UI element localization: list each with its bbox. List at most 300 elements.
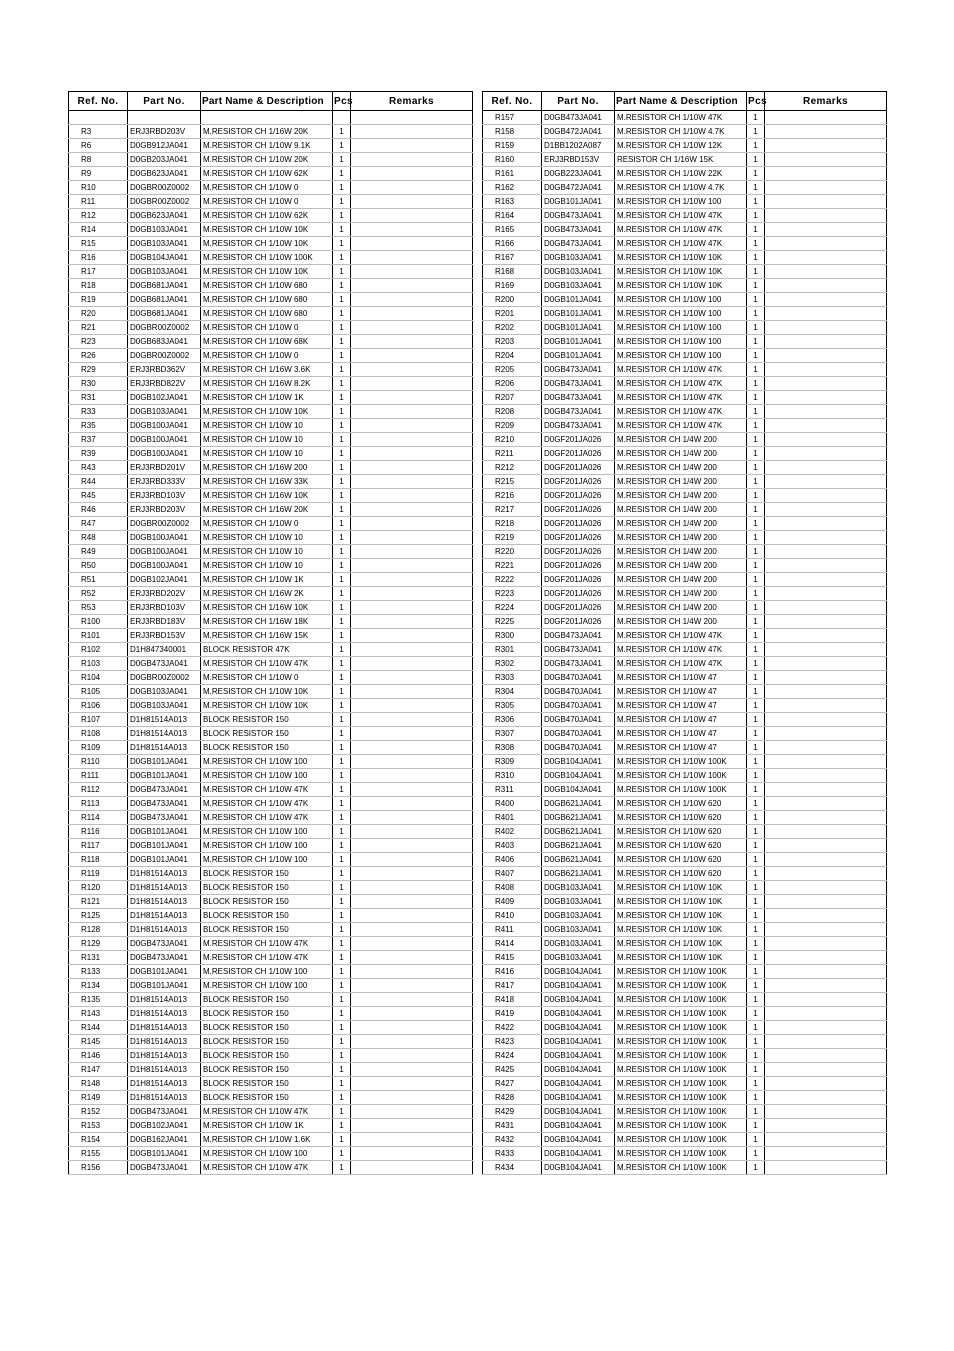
- part-no-cell: D0GB621JA041: [542, 853, 615, 867]
- description-cell: BLOCK RESISTOR 150: [201, 909, 333, 923]
- ref-no-cell: R401: [483, 811, 542, 825]
- description-cell: M.RESISTOR CH 1/10W 10: [201, 559, 333, 573]
- table-row: [483, 139, 887, 153]
- description-cell: M.RESISTOR CH 1/10W 100: [201, 825, 333, 839]
- part-no-cell: D0GB104JA041: [542, 1133, 615, 1147]
- remarks-cell: [351, 1035, 473, 1049]
- table-row: [69, 489, 473, 503]
- remarks-cell: [765, 447, 887, 461]
- description-cell: M.RESISTOR CH 1/10W 47K: [615, 209, 747, 223]
- pcs-cell: 1: [747, 195, 765, 209]
- ref-no-cell: R307: [483, 727, 542, 741]
- ref-no-cell: R305: [483, 699, 542, 713]
- remarks-cell: [351, 475, 473, 489]
- pcs-cell: 1: [333, 937, 351, 951]
- ref-no-cell: R169: [483, 279, 542, 293]
- ref-no-header: Ref. No.: [69, 92, 128, 111]
- ref-no-cell: R204: [483, 349, 542, 363]
- pcs-cell: 1: [747, 895, 765, 909]
- part-no-cell: D0GF201JA026: [542, 517, 615, 531]
- ref-no-cell: R410: [483, 909, 542, 923]
- table-row: [69, 587, 473, 601]
- remarks-cell: [351, 545, 473, 559]
- pcs-cell: 1: [333, 335, 351, 349]
- parts-list-right: [483, 111, 887, 1175]
- description-cell: M.RESISTOR CH 1/10W 100K: [615, 1035, 747, 1049]
- ref-no-cell: R147: [69, 1063, 128, 1077]
- table-row: [483, 797, 887, 811]
- part-no-cell: ERJ3RBD153V: [542, 153, 615, 167]
- pcs-cell: 1: [333, 125, 351, 139]
- pcs-cell: 1: [747, 391, 765, 405]
- ref-no-cell: R164: [483, 209, 542, 223]
- ref-no-cell: R112: [69, 783, 128, 797]
- ref-no-cell: R434: [483, 1161, 542, 1175]
- part-no-cell: D0GB621JA041: [542, 839, 615, 853]
- ref-no-cell: R125: [69, 909, 128, 923]
- description-cell: M.RESISTOR CH 1/10W 100K: [615, 1063, 747, 1077]
- pcs-cell: 1: [333, 909, 351, 923]
- description-cell: M.RESISTOR CH 1/10W 680: [201, 293, 333, 307]
- ref-no-cell: R120: [69, 881, 128, 895]
- table-row: [483, 335, 887, 349]
- table-row: [69, 629, 473, 643]
- pcs-cell: 1: [747, 181, 765, 195]
- description-cell: M.RESISTOR CH 1/4W 200: [615, 517, 747, 531]
- remarks-cell: [765, 223, 887, 237]
- pcs-cell: 1: [747, 811, 765, 825]
- pcs-cell: 1: [747, 237, 765, 251]
- description-cell: M.RESISTOR CH 1/10W 100K: [615, 755, 747, 769]
- remarks-cell: [765, 867, 887, 881]
- pcs-cell: [333, 111, 351, 125]
- remarks-cell: [351, 923, 473, 937]
- table-row: [69, 895, 473, 909]
- ref-no-cell: R134: [69, 979, 128, 993]
- description-cell: M.RESISTOR CH 1/4W 200: [615, 559, 747, 573]
- part-no-cell: D0GB103JA041: [542, 937, 615, 951]
- ref-no-cell: R220: [483, 545, 542, 559]
- pcs-cell: 1: [747, 657, 765, 671]
- part-no-cell: D0GF201JA026: [542, 447, 615, 461]
- remarks-header: Remarks: [765, 92, 887, 111]
- remarks-cell: [351, 1007, 473, 1021]
- pcs-cell: 1: [333, 895, 351, 909]
- remarks-cell: [765, 503, 887, 517]
- table-header-row: [69, 92, 473, 111]
- table-row: [483, 867, 887, 881]
- description-cell: M.RESISTOR CH 1/10W 47K: [201, 657, 333, 671]
- table-row: [69, 699, 473, 713]
- part-no-cell: D0GB104JA041: [542, 769, 615, 783]
- table-row: [69, 279, 473, 293]
- ref-no-cell: R427: [483, 1077, 542, 1091]
- description-cell: M.RESISTOR CH 1/10W 620: [615, 853, 747, 867]
- pcs-cell: 1: [333, 979, 351, 993]
- part-no-cell: D0GB473JA041: [542, 377, 615, 391]
- table-row: [483, 657, 887, 671]
- remarks-cell: [351, 125, 473, 139]
- table-row: [69, 335, 473, 349]
- part-no-cell: D0GB473JA041: [542, 209, 615, 223]
- table-row: [483, 629, 887, 643]
- ref-no-cell: R114: [69, 811, 128, 825]
- table-row: [69, 979, 473, 993]
- remarks-cell: [351, 769, 473, 783]
- remarks-cell: [351, 293, 473, 307]
- table-row: [69, 951, 473, 965]
- part-no-cell: ERJ3RBD362V: [128, 363, 201, 377]
- table-row: [69, 867, 473, 881]
- description-cell: M.RESISTOR CH 1/4W 200: [615, 447, 747, 461]
- part-no-cell: D0GB470JA041: [542, 685, 615, 699]
- table-row: [69, 797, 473, 811]
- description-cell: [201, 111, 333, 125]
- pcs-cell: 1: [333, 195, 351, 209]
- part-no-cell: D0GB102JA041: [128, 573, 201, 587]
- ref-no-cell: R12: [69, 209, 128, 223]
- ref-no-cell: R29: [69, 363, 128, 377]
- table-row: [69, 153, 473, 167]
- description-cell: M.RESISTOR CH 1/10W 1K: [201, 1119, 333, 1133]
- ref-no-header: Ref. No.: [483, 92, 542, 111]
- ref-no-cell: R208: [483, 405, 542, 419]
- ref-no-cell: R304: [483, 685, 542, 699]
- remarks-cell: [351, 307, 473, 321]
- remarks-cell: [351, 405, 473, 419]
- remarks-cell: [765, 139, 887, 153]
- ref-no-cell: R15: [69, 237, 128, 251]
- part-no-cell: D1H81514A013: [128, 923, 201, 937]
- remarks-cell: [765, 1147, 887, 1161]
- description-cell: M.RESISTOR CH 1/16W 200: [201, 461, 333, 475]
- part-no-cell: D0GB104JA041: [542, 1021, 615, 1035]
- description-cell: M.RESISTOR CH 1/10W 100: [615, 195, 747, 209]
- ref-no-cell: R166: [483, 237, 542, 251]
- table-row: [69, 223, 473, 237]
- ref-no-cell: R39: [69, 447, 128, 461]
- pcs-cell: 1: [747, 517, 765, 531]
- remarks-cell: [765, 195, 887, 209]
- part-no-header: Part No.: [128, 92, 201, 111]
- ref-no-cell: R428: [483, 1091, 542, 1105]
- part-no-cell: ERJ3RBD203V: [128, 503, 201, 517]
- remarks-cell: [351, 937, 473, 951]
- part-no-cell: D0GB203JA041: [128, 153, 201, 167]
- pcs-cell: 1: [747, 461, 765, 475]
- remarks-cell: [351, 195, 473, 209]
- remarks-cell: [351, 461, 473, 475]
- table-row: [483, 363, 887, 377]
- remarks-cell: [765, 1133, 887, 1147]
- remarks-cell: [765, 461, 887, 475]
- ref-no-cell: R43: [69, 461, 128, 475]
- ref-no-cell: R400: [483, 797, 542, 811]
- description-cell: M.RESISTOR CH 1/10W 47K: [615, 363, 747, 377]
- pcs-cell: 1: [333, 587, 351, 601]
- pcs-cell: 1: [333, 629, 351, 643]
- pcs-cell: 1: [333, 573, 351, 587]
- remarks-cell: [765, 433, 887, 447]
- pcs-cell: 1: [747, 265, 765, 279]
- description-cell: M.RESISTOR CH 1/10W 100: [201, 853, 333, 867]
- remarks-cell: [351, 993, 473, 1007]
- part-no-cell: D0GB102JA041: [128, 391, 201, 405]
- table-row: [69, 909, 473, 923]
- part-no-cell: D1H81514A013: [128, 895, 201, 909]
- table-row: [483, 937, 887, 951]
- remarks-cell: [351, 741, 473, 755]
- pcs-cell: 1: [747, 489, 765, 503]
- remarks-cell: [351, 727, 473, 741]
- remarks-cell: [765, 881, 887, 895]
- ref-no-cell: R148: [69, 1077, 128, 1091]
- remarks-cell: [351, 237, 473, 251]
- pcs-cell: 1: [333, 377, 351, 391]
- description-cell: M.RESISTOR CH 1/10W 680: [201, 279, 333, 293]
- table-row: [69, 307, 473, 321]
- parts-table-left: [68, 91, 473, 1175]
- pcs-cell: 1: [333, 881, 351, 895]
- pcs-cell: 1: [333, 951, 351, 965]
- ref-no-cell: R133: [69, 965, 128, 979]
- part-no-cell: D0GB104JA041: [542, 965, 615, 979]
- description-cell: M.RESISTOR CH 1/10W 100: [615, 349, 747, 363]
- remarks-cell: [351, 853, 473, 867]
- table-row: [483, 601, 887, 615]
- ref-no-cell: R109: [69, 741, 128, 755]
- description-cell: M.RESISTOR CH 1/10W 100: [615, 293, 747, 307]
- ref-no-cell: R49: [69, 545, 128, 559]
- description-cell: M.RESISTOR CH 1/10W 100K: [615, 1119, 747, 1133]
- ref-no-cell: R156: [69, 1161, 128, 1175]
- description-cell: BLOCK RESISTOR 150: [201, 923, 333, 937]
- pcs-cell: 1: [747, 1091, 765, 1105]
- remarks-cell: [765, 951, 887, 965]
- ref-no-cell: R406: [483, 853, 542, 867]
- pcs-cell: 1: [747, 867, 765, 881]
- remarks-cell: [765, 545, 887, 559]
- ref-no-cell: R3: [69, 125, 128, 139]
- part-no-cell: D0GB101JA041: [128, 965, 201, 979]
- remarks-cell: [765, 531, 887, 545]
- part-no-cell: ERJ3RBD153V: [128, 629, 201, 643]
- table-row: [69, 1063, 473, 1077]
- description-cell: M.RESISTOR CH 1/10W 10K: [615, 881, 747, 895]
- remarks-cell: [351, 979, 473, 993]
- part-no-cell: D0GB104JA041: [542, 1049, 615, 1063]
- remarks-cell: [351, 881, 473, 895]
- remarks-cell: [765, 489, 887, 503]
- part-no-cell: D0GB103JA041: [128, 237, 201, 251]
- ref-no-cell: R424: [483, 1049, 542, 1063]
- description-cell: M.RESISTOR CH 1/16W 15K: [201, 629, 333, 643]
- table-row: [483, 1035, 887, 1049]
- ref-no-cell: R306: [483, 713, 542, 727]
- remarks-cell: [765, 937, 887, 951]
- remarks-cell: [351, 1063, 473, 1077]
- pcs-cell: 1: [333, 797, 351, 811]
- table-row: [483, 741, 887, 755]
- description-cell: M.RESISTOR CH 1/10W 22K: [615, 167, 747, 181]
- part-no-cell: D0GF201JA026: [542, 545, 615, 559]
- remarks-cell: [765, 615, 887, 629]
- table-row: [483, 615, 887, 629]
- part-no-cell: D0GB104JA041: [542, 1091, 615, 1105]
- table-row: [483, 111, 887, 125]
- part-no-cell: ERJ3RBD183V: [128, 615, 201, 629]
- part-no-cell: D0GB101JA041: [128, 769, 201, 783]
- part-no-cell: D0GB223JA041: [542, 167, 615, 181]
- description-cell: M.RESISTOR CH 1/10W 10: [201, 531, 333, 545]
- part-no-cell: D1H81514A013: [128, 1035, 201, 1049]
- ref-no-cell: R111: [69, 769, 128, 783]
- ref-no-cell: R415: [483, 951, 542, 965]
- description-cell: M.RESISTOR CH 1/10W 100: [615, 321, 747, 335]
- part-no-cell: D1H81514A013: [128, 741, 201, 755]
- ref-no-cell: R218: [483, 517, 542, 531]
- pcs-cell: 1: [333, 755, 351, 769]
- part-no-cell: D0GBR00Z0002: [128, 671, 201, 685]
- pcs-cell: 1: [333, 167, 351, 181]
- pcs-cell: 1: [333, 447, 351, 461]
- pcs-cell: 1: [333, 1105, 351, 1119]
- table-row: [483, 587, 887, 601]
- table-row: [483, 153, 887, 167]
- description-cell: M.RESISTOR CH 1/16W 10K: [201, 489, 333, 503]
- part-no-cell: D0GB104JA041: [542, 1077, 615, 1091]
- pcs-cell: 1: [333, 405, 351, 419]
- ref-no-cell: R417: [483, 979, 542, 993]
- table-row: [483, 195, 887, 209]
- remarks-cell: [765, 825, 887, 839]
- description-cell: M.RESISTOR CH 1/10W 100K: [615, 769, 747, 783]
- pcs-cell: 1: [747, 405, 765, 419]
- table-row: [69, 461, 473, 475]
- ref-no-cell: R47: [69, 517, 128, 531]
- ref-no-cell: R103: [69, 657, 128, 671]
- remarks-cell: [765, 475, 887, 489]
- ref-no-cell: R152: [69, 1105, 128, 1119]
- part-no-cell: D0GBR00Z0002: [128, 181, 201, 195]
- table-row: [483, 237, 887, 251]
- pcs-cell: 1: [747, 937, 765, 951]
- pcs-cell: 1: [747, 839, 765, 853]
- remarks-cell: [765, 517, 887, 531]
- table-row: [69, 601, 473, 615]
- remarks-cell: [765, 1063, 887, 1077]
- ref-no-cell: R146: [69, 1049, 128, 1063]
- description-cell: M.RESISTOR CH 1/10W 47K: [615, 643, 747, 657]
- pcs-cell: 1: [333, 237, 351, 251]
- table-row: [69, 419, 473, 433]
- part-no-cell: D0GB473JA041: [542, 391, 615, 405]
- part-no-cell: D0GB103JA041: [128, 699, 201, 713]
- ref-no-cell: R53: [69, 601, 128, 615]
- ref-no-cell: R159: [483, 139, 542, 153]
- pcs-cell: 1: [333, 923, 351, 937]
- description-cell: M.RESISTOR CH 1/16W 2K: [201, 587, 333, 601]
- description-cell: RESISTOR CH 1/16W 15K: [615, 153, 747, 167]
- description-cell: M.RESISTOR CH 1/10W 10K: [615, 951, 747, 965]
- description-cell: M.RESISTOR CH 1/10W 100K: [615, 1133, 747, 1147]
- pcs-cell: 1: [747, 321, 765, 335]
- description-cell: M.RESISTOR CH 1/10W 47: [615, 699, 747, 713]
- pcs-cell: 1: [333, 783, 351, 797]
- pcs-cell: 1: [747, 153, 765, 167]
- ref-no-cell: R209: [483, 419, 542, 433]
- pcs-cell: 1: [747, 1049, 765, 1063]
- table-row: [483, 461, 887, 475]
- table-row: [483, 377, 887, 391]
- pcs-cell: 1: [747, 951, 765, 965]
- pcs-cell: 1: [747, 503, 765, 517]
- remarks-cell: [765, 1077, 887, 1091]
- part-no-cell: D0GB104JA041: [542, 1105, 615, 1119]
- ref-no-cell: R418: [483, 993, 542, 1007]
- ref-no-cell: R45: [69, 489, 128, 503]
- table-row: [69, 1105, 473, 1119]
- remarks-cell: [765, 321, 887, 335]
- table-row: [483, 573, 887, 587]
- table-row: [69, 755, 473, 769]
- description-cell: M.RESISTOR CH 1/10W 62K: [201, 209, 333, 223]
- ref-no-cell: R116: [69, 825, 128, 839]
- description-cell: M.RESISTOR CH 1/10W 620: [615, 839, 747, 853]
- part-no-cell: D0GB621JA041: [542, 825, 615, 839]
- description-cell: M.RESISTOR CH 1/10W 100K: [615, 979, 747, 993]
- remarks-cell: [351, 909, 473, 923]
- description-cell: BLOCK RESISTOR 150: [201, 1007, 333, 1021]
- pcs-cell: 1: [333, 1119, 351, 1133]
- ref-no-cell: R431: [483, 1119, 542, 1133]
- description-cell: BLOCK RESISTOR 150: [201, 1049, 333, 1063]
- pcs-cell: 1: [747, 1147, 765, 1161]
- ref-no-cell: R52: [69, 587, 128, 601]
- part-no-cell: D0GB473JA041: [128, 811, 201, 825]
- description-cell: M.RESISTOR CH 1/10W 620: [615, 811, 747, 825]
- ref-no-cell: R221: [483, 559, 542, 573]
- table-row: [483, 321, 887, 335]
- remarks-cell: [351, 587, 473, 601]
- table-row: [483, 251, 887, 265]
- pcs-cell: 1: [747, 223, 765, 237]
- part-no-cell: ERJ3RBD333V: [128, 475, 201, 489]
- table-row: [483, 1007, 887, 1021]
- description-cell: M.RESISTOR CH 1/4W 200: [615, 587, 747, 601]
- table-row: [69, 937, 473, 951]
- part-no-cell: ERJ3RBD822V: [128, 377, 201, 391]
- part-no-cell: D0GB473JA041: [128, 1161, 201, 1175]
- table-row: [483, 993, 887, 1007]
- ref-no-cell: R135: [69, 993, 128, 1007]
- part-no-cell: D0GB470JA041: [542, 741, 615, 755]
- part-no-cell: D0GB470JA041: [542, 727, 615, 741]
- ref-no-cell: R100: [69, 615, 128, 629]
- part-no-cell: D0GB101JA041: [542, 307, 615, 321]
- part-no-cell: [128, 111, 201, 125]
- table-row: [69, 517, 473, 531]
- part-no-cell: ERJ3RBD103V: [128, 601, 201, 615]
- pcs-cell: 1: [747, 139, 765, 153]
- pcs-cell: 1: [747, 1105, 765, 1119]
- table-row: [69, 783, 473, 797]
- part-no-cell: D1H81514A013: [128, 909, 201, 923]
- remarks-cell: [765, 811, 887, 825]
- ref-no-cell: R222: [483, 573, 542, 587]
- pcs-cell: 1: [747, 741, 765, 755]
- description-cell: M.RESISTOR CH 1/4W 200: [615, 615, 747, 629]
